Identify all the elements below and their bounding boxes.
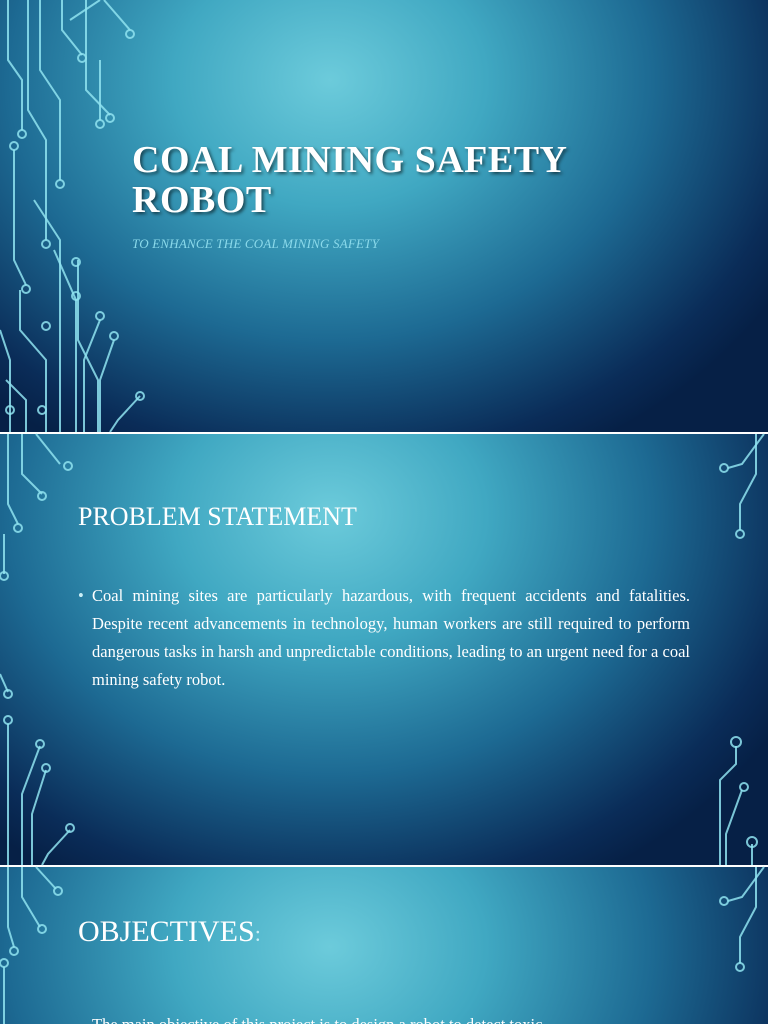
slide-subtitle: TO ENHANCE THE COAL MINING SAFETY <box>132 236 380 251</box>
bullet-icon: • <box>78 586 84 605</box>
slide-heading <box>78 915 261 949</box>
heading-colon: : <box>254 921 261 946</box>
bullet-text: Coal mining sites are particularly hazardous, with frequent accidents and fatalities. Despite recent advancements in technology, human workers are still required to perform dangerous tasks in harsh and unpredictable conditions, leading to an urgent need for a coal mining safety robot. <box>92 586 690 689</box>
slide-heading: PROBLEM STATEMENT <box>78 502 357 531</box>
slide-title <box>0 0 768 432</box>
slide-objectives <box>0 867 768 1034</box>
circuit-decoration-right <box>698 867 768 1024</box>
circuit-decoration-right <box>698 434 768 865</box>
circuit-decoration-left <box>0 434 90 865</box>
bullet-list-item <box>78 582 690 694</box>
slide-title-heading: COAL MINING SAFETY ROBOT <box>132 139 567 221</box>
body-text-partial: The main objective of this project is to design a robot to detect toxic <box>92 1015 543 1034</box>
heading-text: OBJECTIVES <box>78 915 255 948</box>
slide-problem-statement <box>0 434 768 865</box>
circuit-decoration-left <box>0 867 70 1024</box>
